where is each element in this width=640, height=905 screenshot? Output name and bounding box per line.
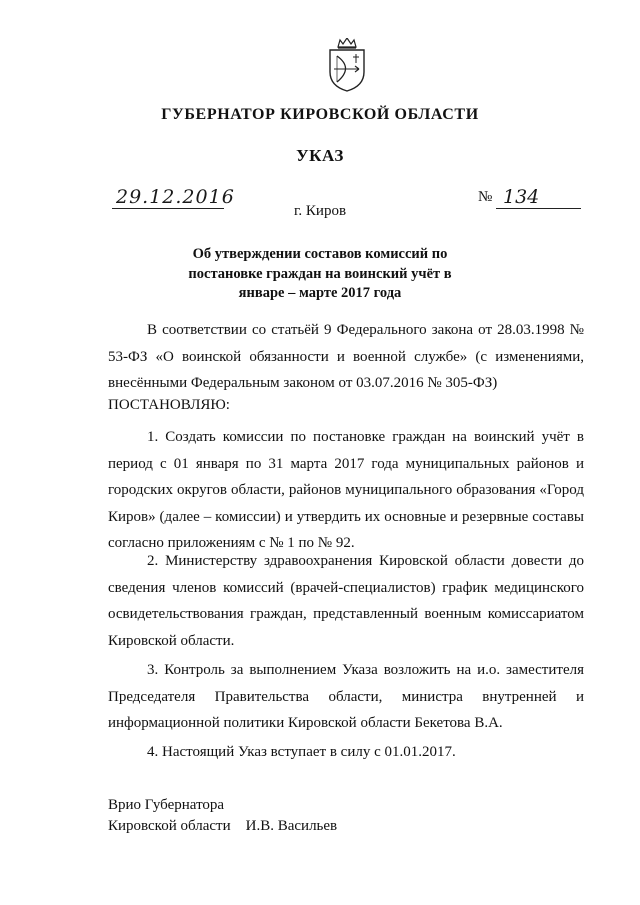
signer-position-line-2: Кировской области: [108, 818, 231, 834]
clause-2-text: 2. Министерству здравоохранения Кировской области довести до сведения членов комиссий (врачей-специалистов) график медицинского освидетельствования граждан, представленный военным комиссариатом Кировской области.: [108, 553, 584, 649]
decree-date: 29.12.2016: [116, 186, 235, 208]
preamble-paragraph: [108, 317, 584, 397]
clause-2: [108, 548, 584, 654]
clause-1: [108, 424, 584, 557]
clause-1-text: 1. Создать комиссии по постановке граждан на воинский учёт в период с 01 января по 31 марта 2017 года муниципальных районов и городских округов области, районов муниципального образования «Город Киров» (далее – комиссии) и утвердить их основные и резервные составы согласно приложениям с № 1 по № 92.: [108, 429, 584, 551]
clause-3-text: 3. Контроль за выполнением Указа возложить на и.о. заместителя Председателя Правительства области, министра внутренней и информационной политики Кировской области Бекетова В.А.: [108, 662, 584, 731]
coat-of-arms-icon: [326, 38, 368, 92]
document-type-title: УКАЗ: [296, 146, 344, 165]
preamble-text: В соответствии со статьёй 9 Федерального закона от 28.03.1998 № 53-ФЗ «О воинской обязанности и военной службе» (с изменениями, внесёнными Федеральным законом от 03.07.2016 № 305-ФЗ): [108, 322, 584, 391]
city-line: г. Киров: [293, 203, 347, 219]
ruling-word: ПОСТАНОВЛЯЮ:: [108, 397, 230, 413]
clause-3: [108, 657, 584, 737]
decree-number: 134: [503, 186, 540, 208]
signer-name: И.В. Васильев: [245, 818, 338, 834]
clause-4-text: 4. Настоящий Указ вступает в силу с 01.01.2017.: [147, 744, 456, 760]
signer-position-line-1: Врио Губернатора: [108, 797, 225, 813]
issuing-authority: ГУБЕРНАТОР КИРОВСКОЙ ОБЛАСТИ: [161, 106, 479, 123]
signer-position-row: [108, 816, 337, 837]
clause-4: [108, 739, 584, 766]
decree-subject: Об утверждении составов комиссий по постановке граждан на воинский учёт в январе – марте 2017 года: [188, 246, 452, 301]
number-sign: №: [478, 189, 493, 205]
signature-block: [108, 795, 337, 837]
